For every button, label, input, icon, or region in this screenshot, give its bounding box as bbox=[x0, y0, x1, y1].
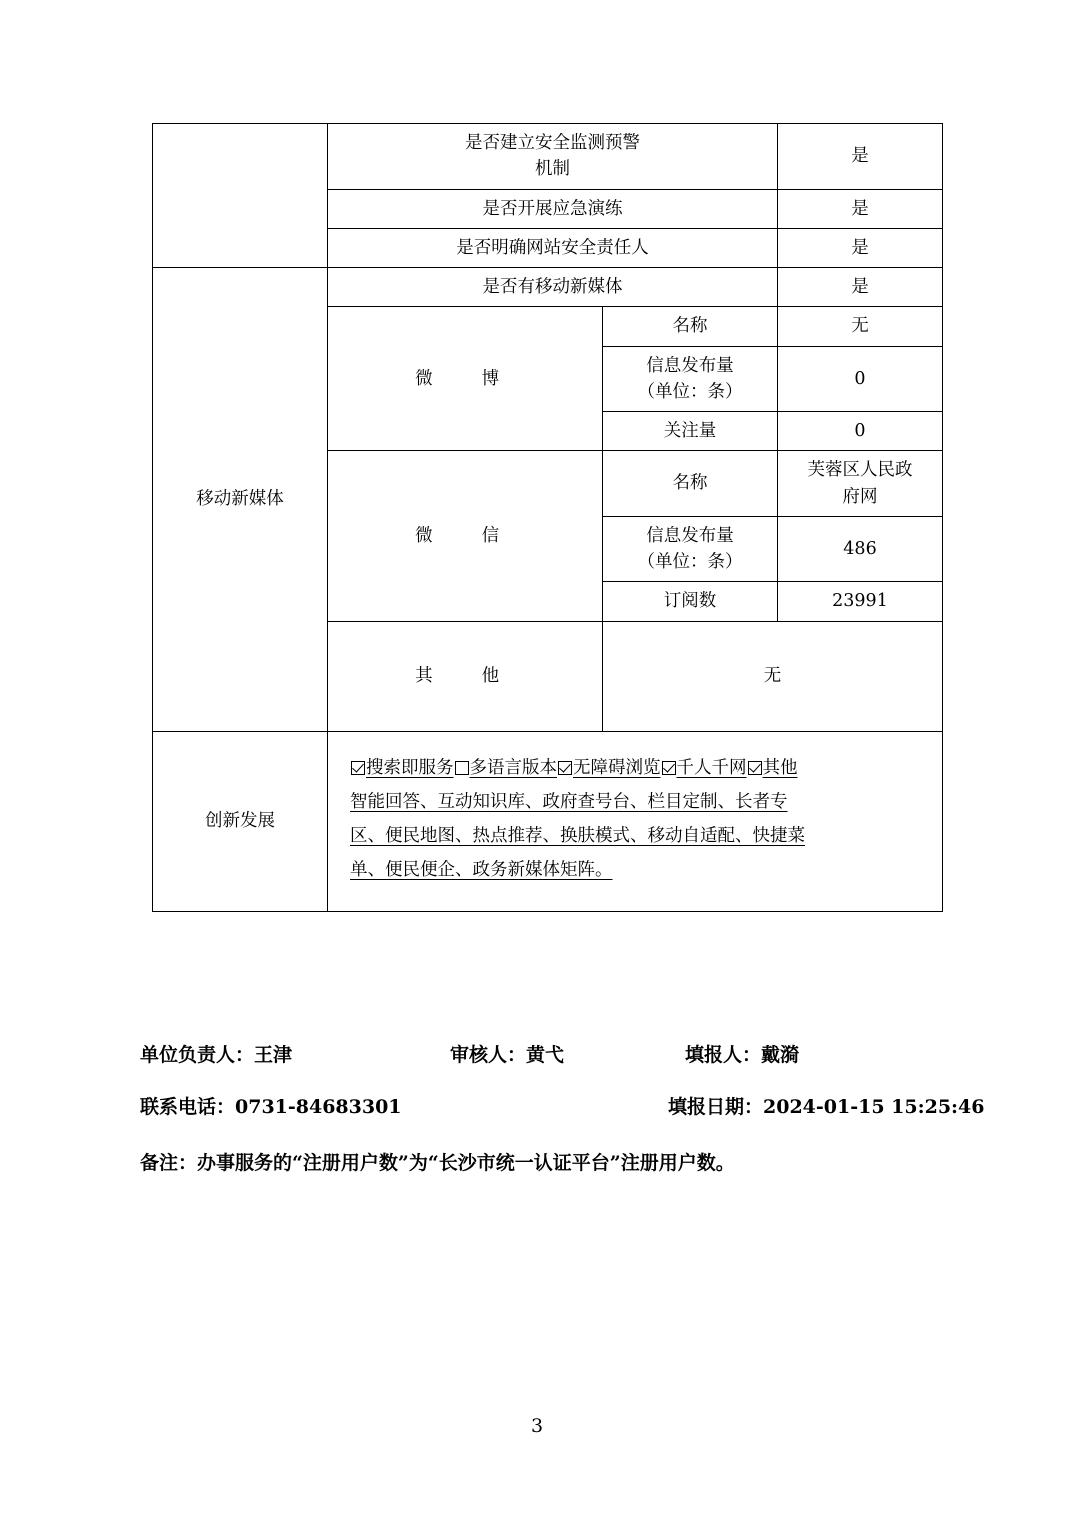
weixin-publish-key: 信息发布量 （单位：条） bbox=[603, 516, 778, 582]
has-mobile-media-value: 是 bbox=[778, 268, 943, 307]
innovation-option-0: 搜索即服务 bbox=[366, 757, 454, 778]
innovation-row-label: 创新发展 bbox=[153, 731, 328, 911]
other-media-value: 无 bbox=[603, 621, 943, 731]
weibo-name-key: 名称 bbox=[603, 307, 778, 346]
weixin-label: 微 信 bbox=[328, 451, 603, 621]
security-row-label-1: 是否开展应急演练 bbox=[328, 189, 778, 228]
innovation-option-2: 无障碍浏览 bbox=[573, 757, 661, 778]
security-row-value-0: 是 bbox=[778, 124, 943, 190]
innovation-detail-line-0: 智能回答、互动知识库、政府查号台、栏目定制、长者专 bbox=[350, 791, 788, 812]
weixin-publish-value: 486 bbox=[778, 516, 943, 582]
innovation-detail-line-2: 单、便民便企、政务新媒体矩阵。 bbox=[350, 860, 613, 881]
weixin-name-value: 芙蓉区人民政 府网 bbox=[778, 451, 943, 517]
weibo-label: 微 博 bbox=[328, 307, 603, 451]
weibo-name-value: 无 bbox=[778, 307, 943, 346]
checkbox-accessibility-icon[interactable] bbox=[558, 761, 572, 775]
unit-leader: 单位负责人：王津 bbox=[140, 1044, 293, 1066]
security-section-label bbox=[153, 124, 328, 268]
innovation-content bbox=[328, 731, 943, 911]
innovation-detail-line-1: 区、便民地图、热点推荐、换肤模式、移动自适配、快捷菜 bbox=[350, 826, 805, 846]
table-row bbox=[153, 124, 943, 190]
innovation-option-3: 千人千网 bbox=[676, 757, 747, 778]
page-number: 3 bbox=[530, 1415, 544, 1437]
report-date: 填报日期：2024-01-15 15:25:46 bbox=[668, 1096, 985, 1118]
innovation-option-1: 多语言版本 bbox=[469, 757, 557, 778]
security-row-value-1: 是 bbox=[778, 189, 943, 228]
checkbox-multilingual-icon[interactable] bbox=[455, 761, 469, 775]
has-mobile-media-label: 是否有移动新媒体 bbox=[328, 268, 778, 307]
other-media-label: 其 他 bbox=[328, 621, 603, 731]
mobile-media-section-label: 移动新媒体 bbox=[153, 268, 328, 732]
security-row-value-2: 是 bbox=[778, 228, 943, 267]
website-report-table bbox=[152, 123, 943, 912]
reviewer: 审核人：黄弋 bbox=[450, 1044, 565, 1066]
signature-block bbox=[140, 1040, 1000, 1144]
checkbox-personalized-icon[interactable] bbox=[662, 761, 676, 775]
checkbox-other-icon[interactable] bbox=[748, 761, 762, 775]
security-row-label-0: 是否建立安全监测预警 机制 bbox=[328, 124, 778, 190]
weibo-publish-value: 0 bbox=[778, 346, 943, 412]
weixin-subscribe-key: 订阅数 bbox=[603, 582, 778, 621]
reporter: 填报人：戴漪 bbox=[685, 1044, 800, 1066]
signature-row-1 bbox=[140, 1040, 1000, 1092]
weibo-follow-key: 关注量 bbox=[603, 412, 778, 451]
contact-phone: 联系电话：0731-84683301 bbox=[140, 1096, 402, 1118]
weibo-publish-key: 信息发布量 （单位：条） bbox=[603, 346, 778, 412]
signature-row-2 bbox=[140, 1092, 1000, 1144]
weixin-subscribe-value: 23991 bbox=[778, 582, 943, 621]
table-row bbox=[153, 268, 943, 307]
checkbox-search-as-service-icon[interactable] bbox=[351, 761, 365, 775]
innovation-option-4: 其他 bbox=[762, 757, 798, 778]
security-row-label-2: 是否明确网站安全责任人 bbox=[328, 228, 778, 267]
innovation-options bbox=[350, 751, 922, 785]
remark-text: 备注：办事服务的“注册用户数”为“长沙市统一认证平台”注册用户数。 bbox=[140, 1152, 735, 1174]
weibo-follow-value: 0 bbox=[778, 412, 943, 451]
table-row bbox=[153, 731, 943, 911]
weixin-name-key: 名称 bbox=[603, 451, 778, 517]
